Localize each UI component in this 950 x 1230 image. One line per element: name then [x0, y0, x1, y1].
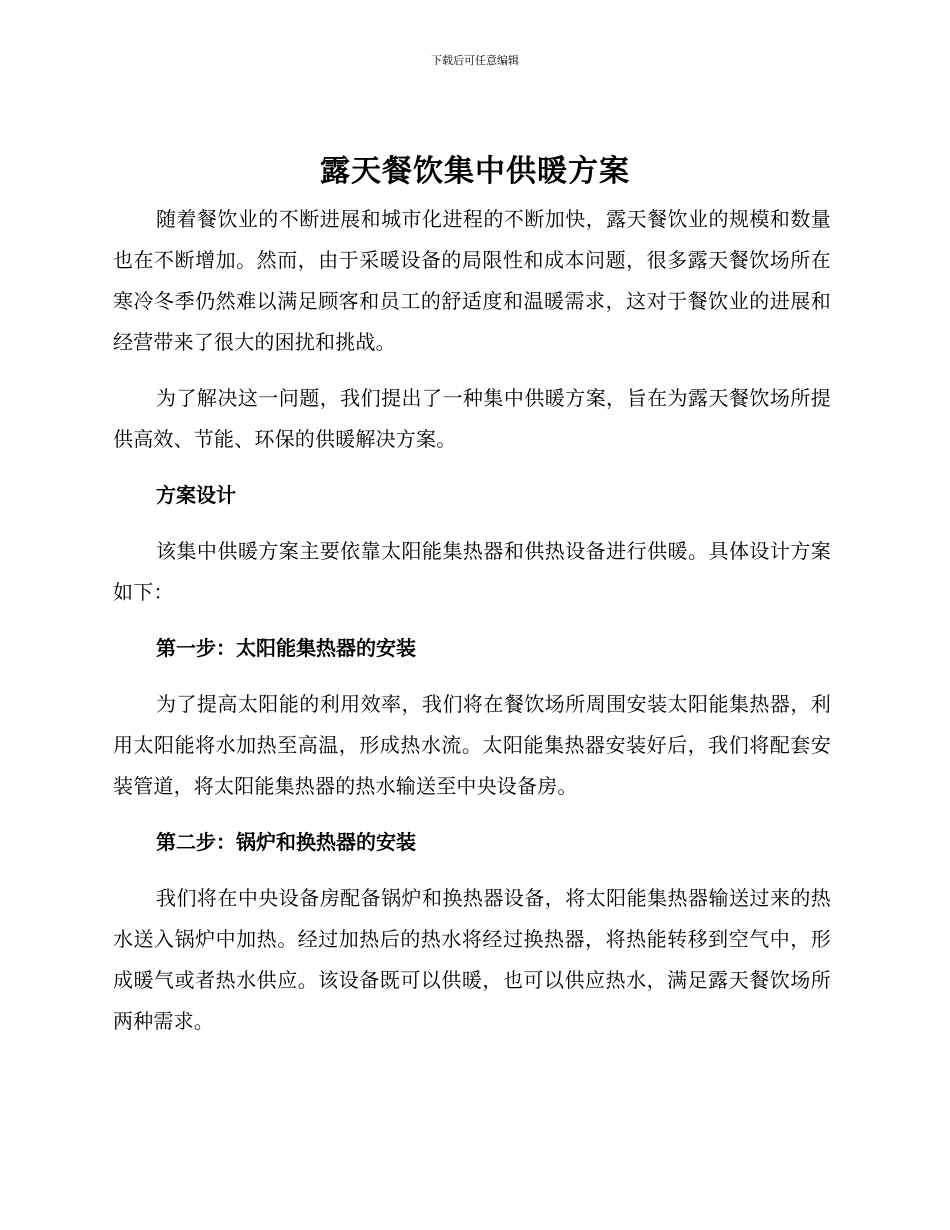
document-body — [113, 199, 831, 1057]
step2-paragraph: 我们将在中央设备房配备锅炉和换热器设备，将太阳能集热器输送过来的热水送入锅炉中加热。经过加热后的热水将经过换热器，将热能转移到空气中，形成暖气或者热水供应。该设备既可以供暖，也可以供应热水，满足露天餐饮场所两种需求。 — [113, 886, 831, 1033]
section-heading-design: 方案设计 — [156, 483, 236, 507]
step1-paragraph: 为了提高太阳能的利用效率，我们将在餐饮场所周围安装太阳能集热器，利用太阳能将水加热至高温，形成热水流。太阳能集热器安装好后，我们将配套安装管道，将太阳能集热器的热水输送至中央设备房。 — [113, 692, 831, 798]
design-paragraph: 该集中供暖方案主要依靠太阳能集热器和供热设备进行供暖。具体设计方案如下： — [113, 539, 831, 604]
header-note: 下载后可任意编辑 — [431, 54, 519, 67]
intro-paragraph: 随着餐饮业的不断进展和城市化进程的不断加快，露天餐饮业的规模和数量也在不断增加。然而，由于采暖设备的局限性和成本问题，很多露天餐饮场所在寒冷冬季仍然难以满足顾客和员工的舒适度和温暖需求，这对于餐饮业的进展和经营带来了很大的困扰和挑战。 — [113, 207, 831, 354]
section-heading-step1: 第一步：太阳能集热器的安装 — [156, 636, 416, 660]
purpose-paragraph: 为了解决这一问题，我们提出了一种集中供暖方案，旨在为露天餐饮场所提供高效、节能、环保的供暖解决方案。 — [113, 386, 831, 451]
section-heading-step2: 第二步：锅炉和换热器的安装 — [156, 830, 416, 854]
document-title: 露天餐饮集中供暖方案 — [320, 154, 630, 189]
